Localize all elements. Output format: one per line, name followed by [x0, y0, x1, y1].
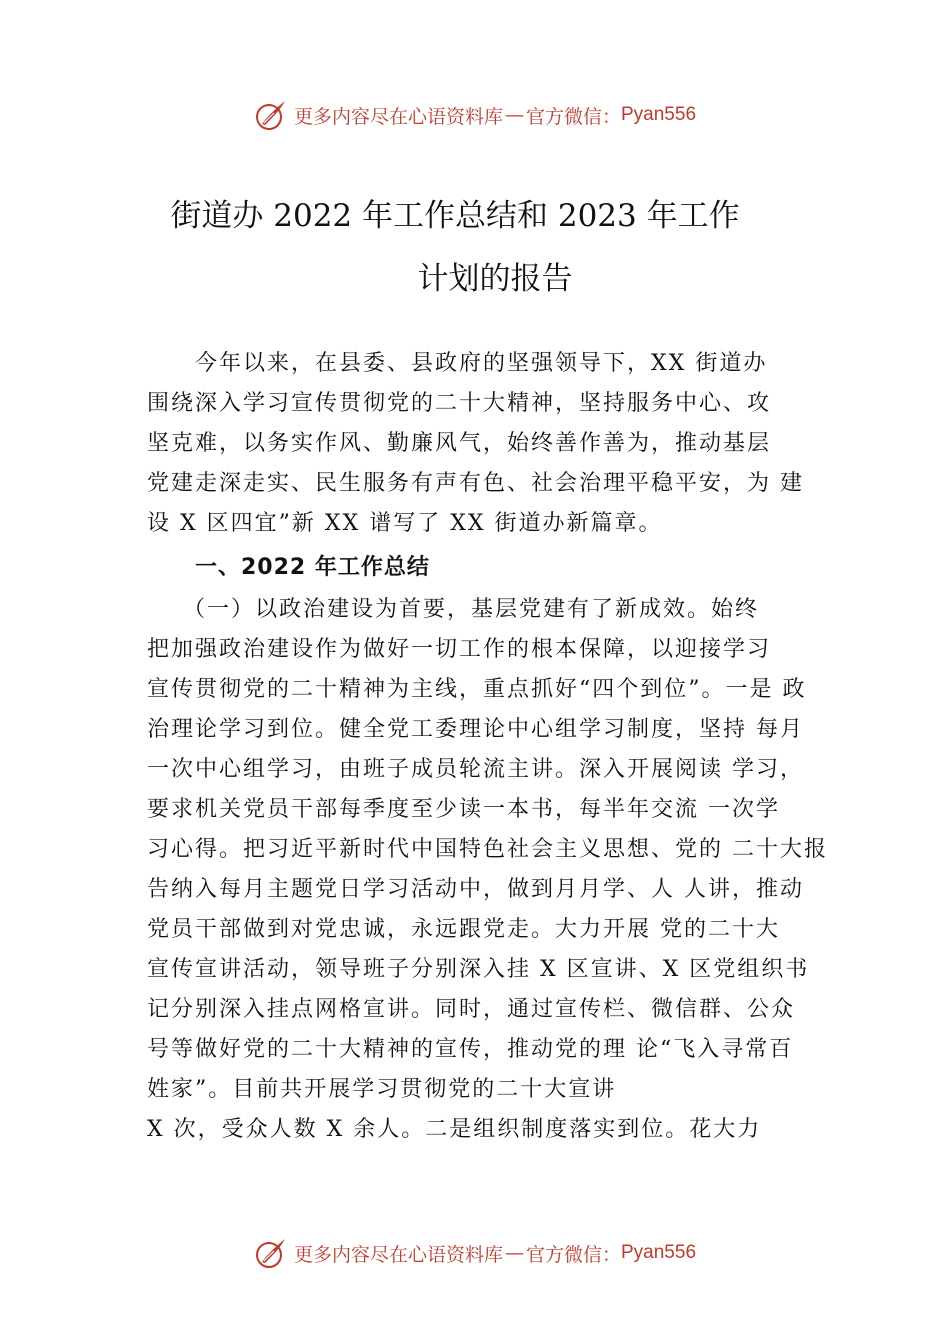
quill-pen-logo-icon: [254, 98, 288, 132]
text-line: 把加强政治建设作为做好一切工作的根本保障，以迎接学习: [147, 637, 772, 662]
text-line: 围绕深入学习宣传贯彻党的二十大精神，坚持服务中心、攻: [147, 391, 772, 416]
section-1-paragraph: [147, 590, 837, 1150]
watermark-account: Pyan556: [621, 1242, 697, 1263]
text-line: 党建走深走实、民生服务有声有色、社会治理平稳平安，为 建: [147, 471, 804, 496]
text-line: 要求机关党员干部每季度至少读一本书，每半年交流 一次学: [147, 797, 780, 822]
watermark-account: Pyan556: [621, 104, 697, 125]
text-line: 宣传贯彻党的二十精神为主线，重点抓好“四个到位”。一是 政: [147, 677, 807, 702]
text-line: 治理论学习到位。健全党工委理论中心组学习制度，坚持 每月: [147, 717, 804, 742]
text-line: 号等做好党的二十大精神的宣传，推动党的理 论“飞入寻常百: [147, 1037, 794, 1062]
section-heading-text: 一、2022 年工作总结: [195, 555, 430, 580]
section-heading: [147, 548, 837, 588]
watermark-footer: [0, 1233, 950, 1273]
document-title-line-2: 计划的报告: [417, 261, 573, 297]
text-line: 告纳入每月主题党日学习活动中，做到月月学、人 人讲，推动: [147, 877, 804, 902]
text-line: 坚克难，以务实作风、勤廉风气，始终善作善为，推动基层: [147, 431, 772, 456]
text-line: 宣传宣讲活动，领导班子分别深入挂 X 区宣讲、X 区党组织书: [147, 957, 810, 982]
text-line: 习心得。把习近平新时代中国特色社会主义思想、党的 二十大报: [147, 837, 828, 862]
watermark-separator: —: [504, 1242, 524, 1264]
text-line: X 次，受众人数 X 余人。二是组织制度落实到位。花大力: [147, 1117, 762, 1142]
watermark-separator: —: [504, 104, 524, 126]
intro-paragraph: [147, 344, 837, 544]
watermark-header: [0, 95, 950, 135]
watermark-text: 更多内容尽在心语资料库: [293, 105, 503, 128]
text-line: 设 X 区四宜”新 XX 谱写了 XX 街道办新篇章。: [147, 511, 663, 536]
watermark-contact-label: 官方微信：: [525, 105, 621, 128]
document-title-line-1: 街道办 2022 年工作总结和 2023 年工作: [170, 198, 740, 234]
text-line: 今年以来，在县委、县政府的坚强领导下，XX 街道办: [195, 351, 768, 376]
text-line: 记分别深入挂点网格宣讲。同时，通过宣传栏、微信群、公众: [147, 997, 796, 1022]
watermark-contact-label: 官方微信：: [525, 1243, 621, 1266]
quill-pen-logo-icon: [254, 1236, 288, 1270]
text-line: 一次中心组学习，由班子成员轮流主讲。深入开展阅读 学习，: [147, 757, 804, 782]
text-line: 姓家”。目前共开展学习贯彻党的二十大宣讲: [147, 1077, 617, 1102]
text-line: 党员干部做到对党忠诚，永远跟党走。大力开展 党的二十大: [147, 917, 780, 942]
watermark-text: 更多内容尽在心语资料库: [293, 1243, 503, 1266]
text-line: （一）以政治建设为首要，基层党建有了新成效。始终: [183, 597, 760, 622]
